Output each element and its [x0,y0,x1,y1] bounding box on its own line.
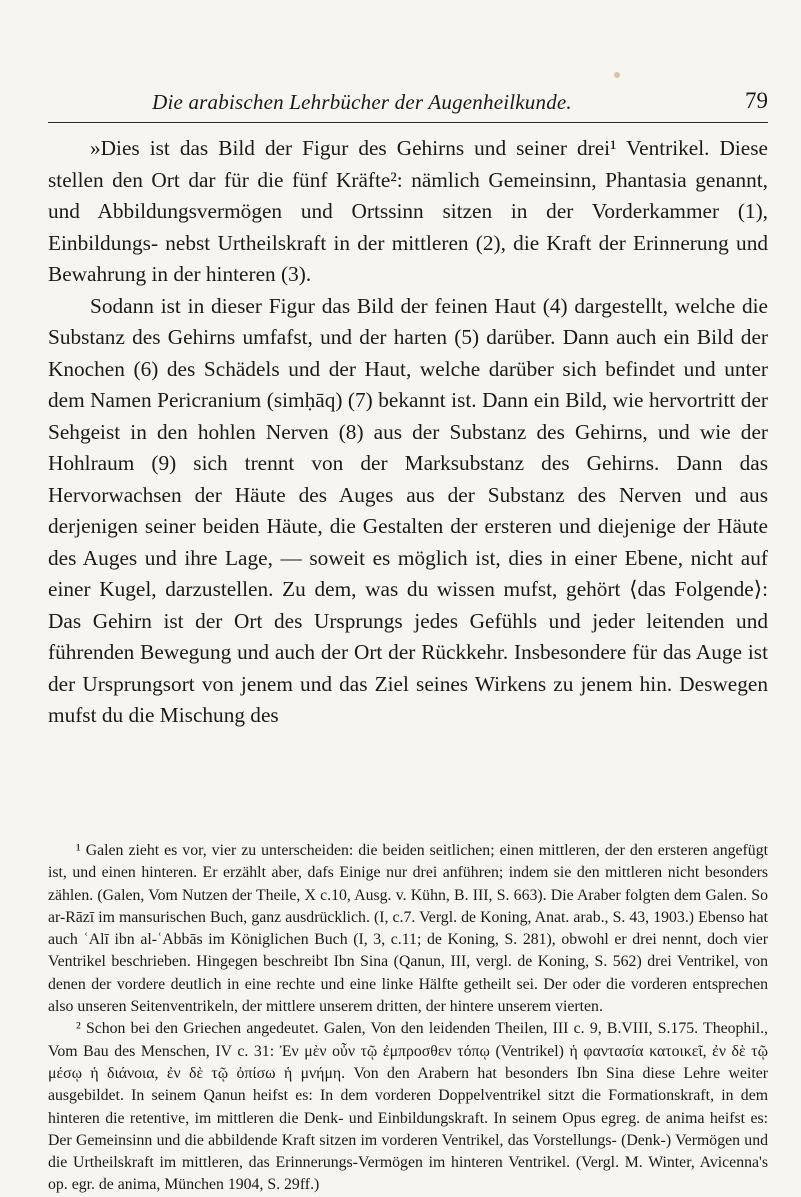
paragraph: Sodann ist in dieser Figur das Bild der feinen Haut (4) dargestellt, welche die Substanz des Gehirns umfafst, und der harten (5) darüber. Dann auch ein Bild der Knochen (6) des Schädels und der Haut, welche darüber sich befindet und unter dem Namen Pericranium (simḥāq) (7) bekannt ist. Dann ein Bild, wie hervortritt der Sehgeist in den hohlen Nerven (8) aus der Substanz des Gehirns, und wie der Hohlraum (9) sich trennt von der Marksubstanz des Gehirns. Dann das Hervorwachsen der Häute des Auges aus der Substanz des Nerven und aus derjenigen seiner beiden Häute, die Gestalten der ersteren und diejenige der Häute des Auges und ihre Lage, — soweit es möglich ist, dies in einer Ebene, nicht auf einer Kugel, darzustellen. Zu dem, was du wissen mufst, gehört ⟨das Folgende⟩: Das Gehirn ist der Ort des Ursprungs jedes Gefühls und jeder leitenden und führenden Bewegung und auch der Ort der Rückkehr. Insbesondere für das Auge ist der Ursprungsort von jenem und das Ziel seines Wirkens zu jenem hin. Deswegen mufst du die Mischung des [48,293,768,727]
running-title: Die arabischen Lehrbücher der Augenheilkunde. [152,90,572,114]
main-text [48,133,768,732]
paragraph: »Dies ist das Bild der Figur des Gehirns und seiner drei¹ Ventrikel. Diese stellen den Ort dar für die fünf Kräfte²: nämlich Gemeinsinn, Phantasia genannt, und Abbildungsvermögen und Ortssinn sitzen in der Vorderkammer (1), Einbildungs- nebst Urtheilskraft in der mittleren (2), die Kraft der Erinnerung und Bewahrung in der hinteren (3). [48,136,768,286]
footnote-2: ² Schon bei den Griechen angedeutet. Galen, Von den leidenden Theilen, III c. 9, B.VIII, S.175. Theophil., Vom Bau des Menschen, IV c. 31: Ἐν μὲν οὖν τῷ ἐμπροσθεν τόπῳ (Ventrikel) ἡ φαντασία κατοικεῖ, ἐν δὲ τῷ μέσῳ ἡ διάνοια, ἐν δὲ τῷ ὀπίσω ἡ μνήμη. Von den Arabern hat besonders Ibn Sina diese Lehre weiter ausgebildet. In seinem Qanun heifst es: In dem vorderen Doppelventrikel sitzt die Formationskraft, in dem hinteren die retentive, im mittleren die Denk- und Einbildungskraft. In seinem Opus egreg. de anima heifst es: Der Gemeinsinn und die abbildende Kraft sitzen im vorderen Ventrikel, das Vorstellungs- (Denk-) Vermögen und die Urtheilskraft im mittleren, das Erinnerungs-Vermögen im hinteren Ventrikel. (Vergl. M. Winter, Avicenna's op. egr. de anima, München 1904, S. 29ff.) [48,1020,768,1194]
page-header [48,88,768,122]
footnote-1: ¹ Galen zieht es vor, vier zu unterscheiden: die beiden seitlichen; einen mittleren, der den ersteren angefügt ist, und einen hinteren. Er erzählt aber, dafs Einige nur drei anführen; indem sie den mittleren nicht besonders zählen. (Galen, Vom Nutzen der Theile, X c.10, Ausg. v. Kühn, B. III, S. 663). Die Araber folgten dem Galen. So ar-Rāzī im mansurischen Buch, ganz ausdrücklich. (I, c.7. Vergl. de Koning, Anat. arab., S. 43, 1903.) Ebenso hat auch ʿAlī ibn al-ʿAbbās im Königlichen Buch (I, 3, c.11; de Koning, S. 281), obwohl er drei nennt, doch vier Ventrikel beschrieben. Hingegen beschreibt Ibn Sina (Qanun, III, vergl. de Koning, S. 562) drei Ventrikel, von denen der vordere deutlich in eine rechte und eine linke Hälfte getheilt sei. Der oder die vorderen entsprechen also unseren Seitenventrikeln, der mittlere unserem dritten, der hintere unserem vierten. [48,842,768,1016]
paper-speck [614,72,620,78]
header-rule [48,122,768,123]
page-number: 79 [745,88,768,113]
footnotes [48,840,768,1197]
book-page [48,0,768,1194]
